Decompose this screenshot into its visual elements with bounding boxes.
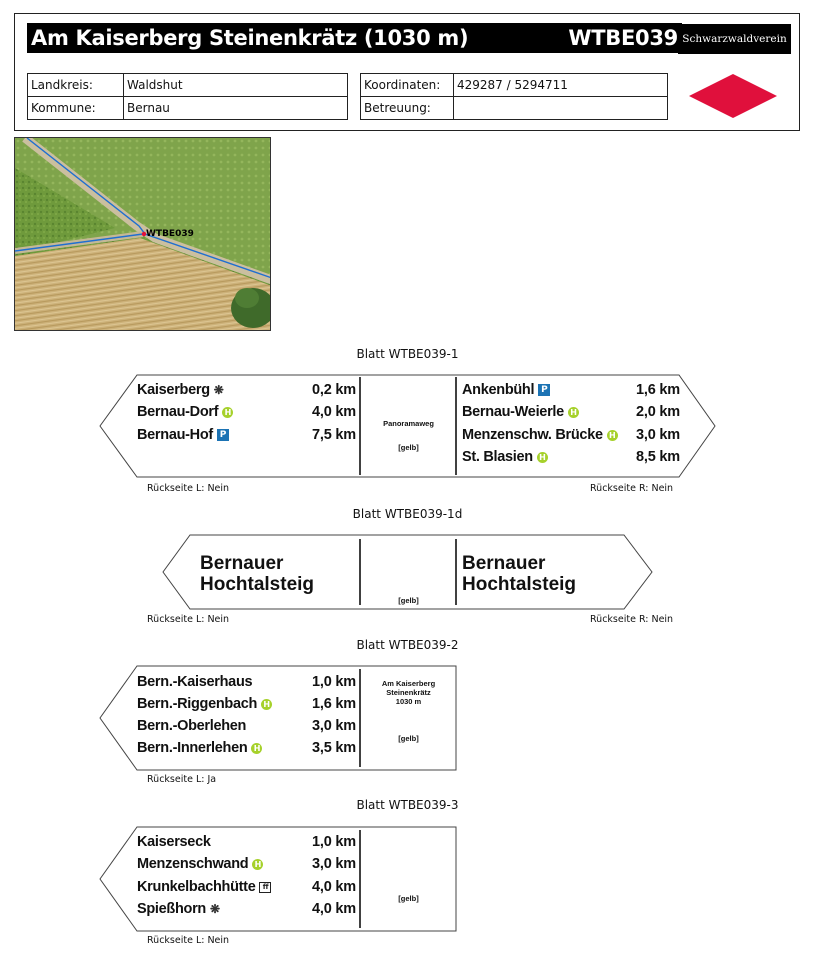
header-box [14, 13, 800, 131]
betreuung-label: Betreuung: [361, 97, 454, 120]
back-right-note: Rückseite R: Nein [590, 483, 674, 494]
back-left-note: Rückseite L: Nein [147, 483, 230, 494]
destination-line: Bernauer [462, 553, 546, 574]
back-left-note: Rückseite L: Ja [147, 774, 217, 785]
destination-distance: 3,5 km [312, 740, 356, 756]
destination-name: Kaiserberg ❋ [137, 382, 224, 398]
destination-distance: 1,6 km [312, 696, 356, 712]
bus-stop-icon: H [252, 859, 263, 870]
aerial-photo [15, 138, 271, 331]
viewpoint-icon: ❋ [213, 383, 224, 397]
betreuung-value [454, 97, 668, 120]
page-title: Am Kaiserberg Steinenkrätz (1030 m) [31, 26, 469, 50]
route-color: [gelb] [398, 894, 419, 903]
location-info-table [27, 73, 348, 120]
koordinaten-label: Koordinaten: [361, 74, 454, 97]
kommune-label: Kommune: [28, 97, 124, 120]
destination-name: Bern.-Oberlehen [137, 718, 247, 734]
bus-stop-icon: H [607, 430, 618, 441]
coordinates-info-table [360, 73, 668, 120]
destination-name: Menzenschw. Brücke H [462, 426, 618, 444]
parking-icon: P [217, 429, 229, 441]
destination-distance: 3,0 km [312, 856, 356, 872]
destination-name: Krunkelbachhütte ff [137, 878, 271, 896]
destination-name: Bernau-Dorf H [137, 403, 233, 421]
sign-title: Blatt WTBE039-1d [352, 507, 463, 521]
route-color: [gelb] [398, 734, 419, 743]
table-row [361, 97, 668, 120]
brand-logo: Schwarzwaldverein [678, 24, 791, 54]
bus-stop-icon: H [568, 407, 579, 418]
destination-name: Bern.-Riggenbach H [137, 695, 272, 713]
back-left-note: Rückseite L: Nein [147, 935, 230, 946]
destination-name [462, 553, 576, 595]
destination-name: Bern.-Kaiserhaus [137, 674, 253, 690]
destination-distance: 1,0 km [312, 834, 356, 850]
table-row [28, 74, 348, 97]
parking-icon: P [538, 384, 550, 396]
location-name: Steinenkrätz [386, 688, 431, 697]
table-row [361, 74, 668, 97]
destination-name: Menzenschwand H [137, 855, 263, 873]
location-name: Am Kaiserberg [381, 679, 436, 688]
destination-name: Bernau-Hof P [137, 426, 229, 444]
destination-name: Bern.-Innerlehen H [137, 739, 262, 757]
sign-title: Blatt WTBE039-3 [356, 798, 459, 812]
back-right-note: Rückseite R: Nein [590, 614, 674, 625]
destination-distance: 4,0 km [312, 404, 356, 420]
aerial-map [14, 137, 271, 331]
bus-stop-icon: H [222, 407, 233, 418]
destination-name [200, 553, 314, 595]
route-color: [gelb] [398, 596, 419, 605]
map-marker-label: WTBE039 [146, 229, 194, 239]
destination-name: Spießhorn ❋ [137, 901, 220, 917]
destination-distance: 3,0 km [312, 718, 356, 734]
route-color: [gelb] [398, 443, 419, 452]
viewpoint-icon: ❋ [210, 902, 220, 916]
destination-line: Bernauer [200, 553, 284, 574]
sign-title: Blatt WTBE039-2 [356, 638, 459, 652]
location-code: WTBE039 [568, 26, 678, 50]
destination-distance: 7,5 km [312, 427, 356, 443]
sign-title: Blatt WTBE039-1 [356, 347, 459, 361]
destination-distance: 2,0 km [636, 404, 680, 420]
landkreis-value: Waldshut [124, 74, 348, 97]
title-bar [27, 23, 682, 53]
destination-distance: 3,0 km [636, 427, 680, 443]
destination-name: Bernau-Weierle H [462, 403, 579, 421]
bus-stop-icon: H [537, 452, 548, 463]
destination-distance: 1,6 km [636, 382, 680, 398]
destination-name: St. Blasien H [462, 448, 548, 466]
bus-stop-icon: H [261, 699, 272, 710]
destination-name: Ankenbühl P [462, 381, 550, 399]
route-name: Panoramaweg [383, 419, 434, 428]
destination-distance: 1,0 km [312, 674, 356, 690]
destination-distance: 4,0 km [312, 901, 356, 917]
hut-icon: ff [259, 882, 271, 893]
bus-stop-icon: H [251, 743, 262, 754]
destination-distance: 0,2 km [312, 382, 356, 398]
destination-distance: 4,0 km [312, 879, 356, 895]
table-row [28, 97, 348, 120]
landkreis-label: Landkreis: [28, 74, 124, 97]
destination-line: Hochtalsteig [462, 574, 577, 595]
destination-line: Hochtalsteig [200, 574, 315, 595]
destination-name: Kaiserseck [137, 834, 211, 850]
back-left-note: Rückseite L: Nein [147, 614, 230, 625]
koordinaten-value: 429287 / 5294711 [454, 74, 668, 97]
destination-distance: 8,5 km [636, 449, 680, 465]
location-elevation: 1030 m [395, 697, 422, 706]
kommune-value: Bernau [124, 97, 348, 120]
diamond-logo-icon [687, 72, 779, 120]
